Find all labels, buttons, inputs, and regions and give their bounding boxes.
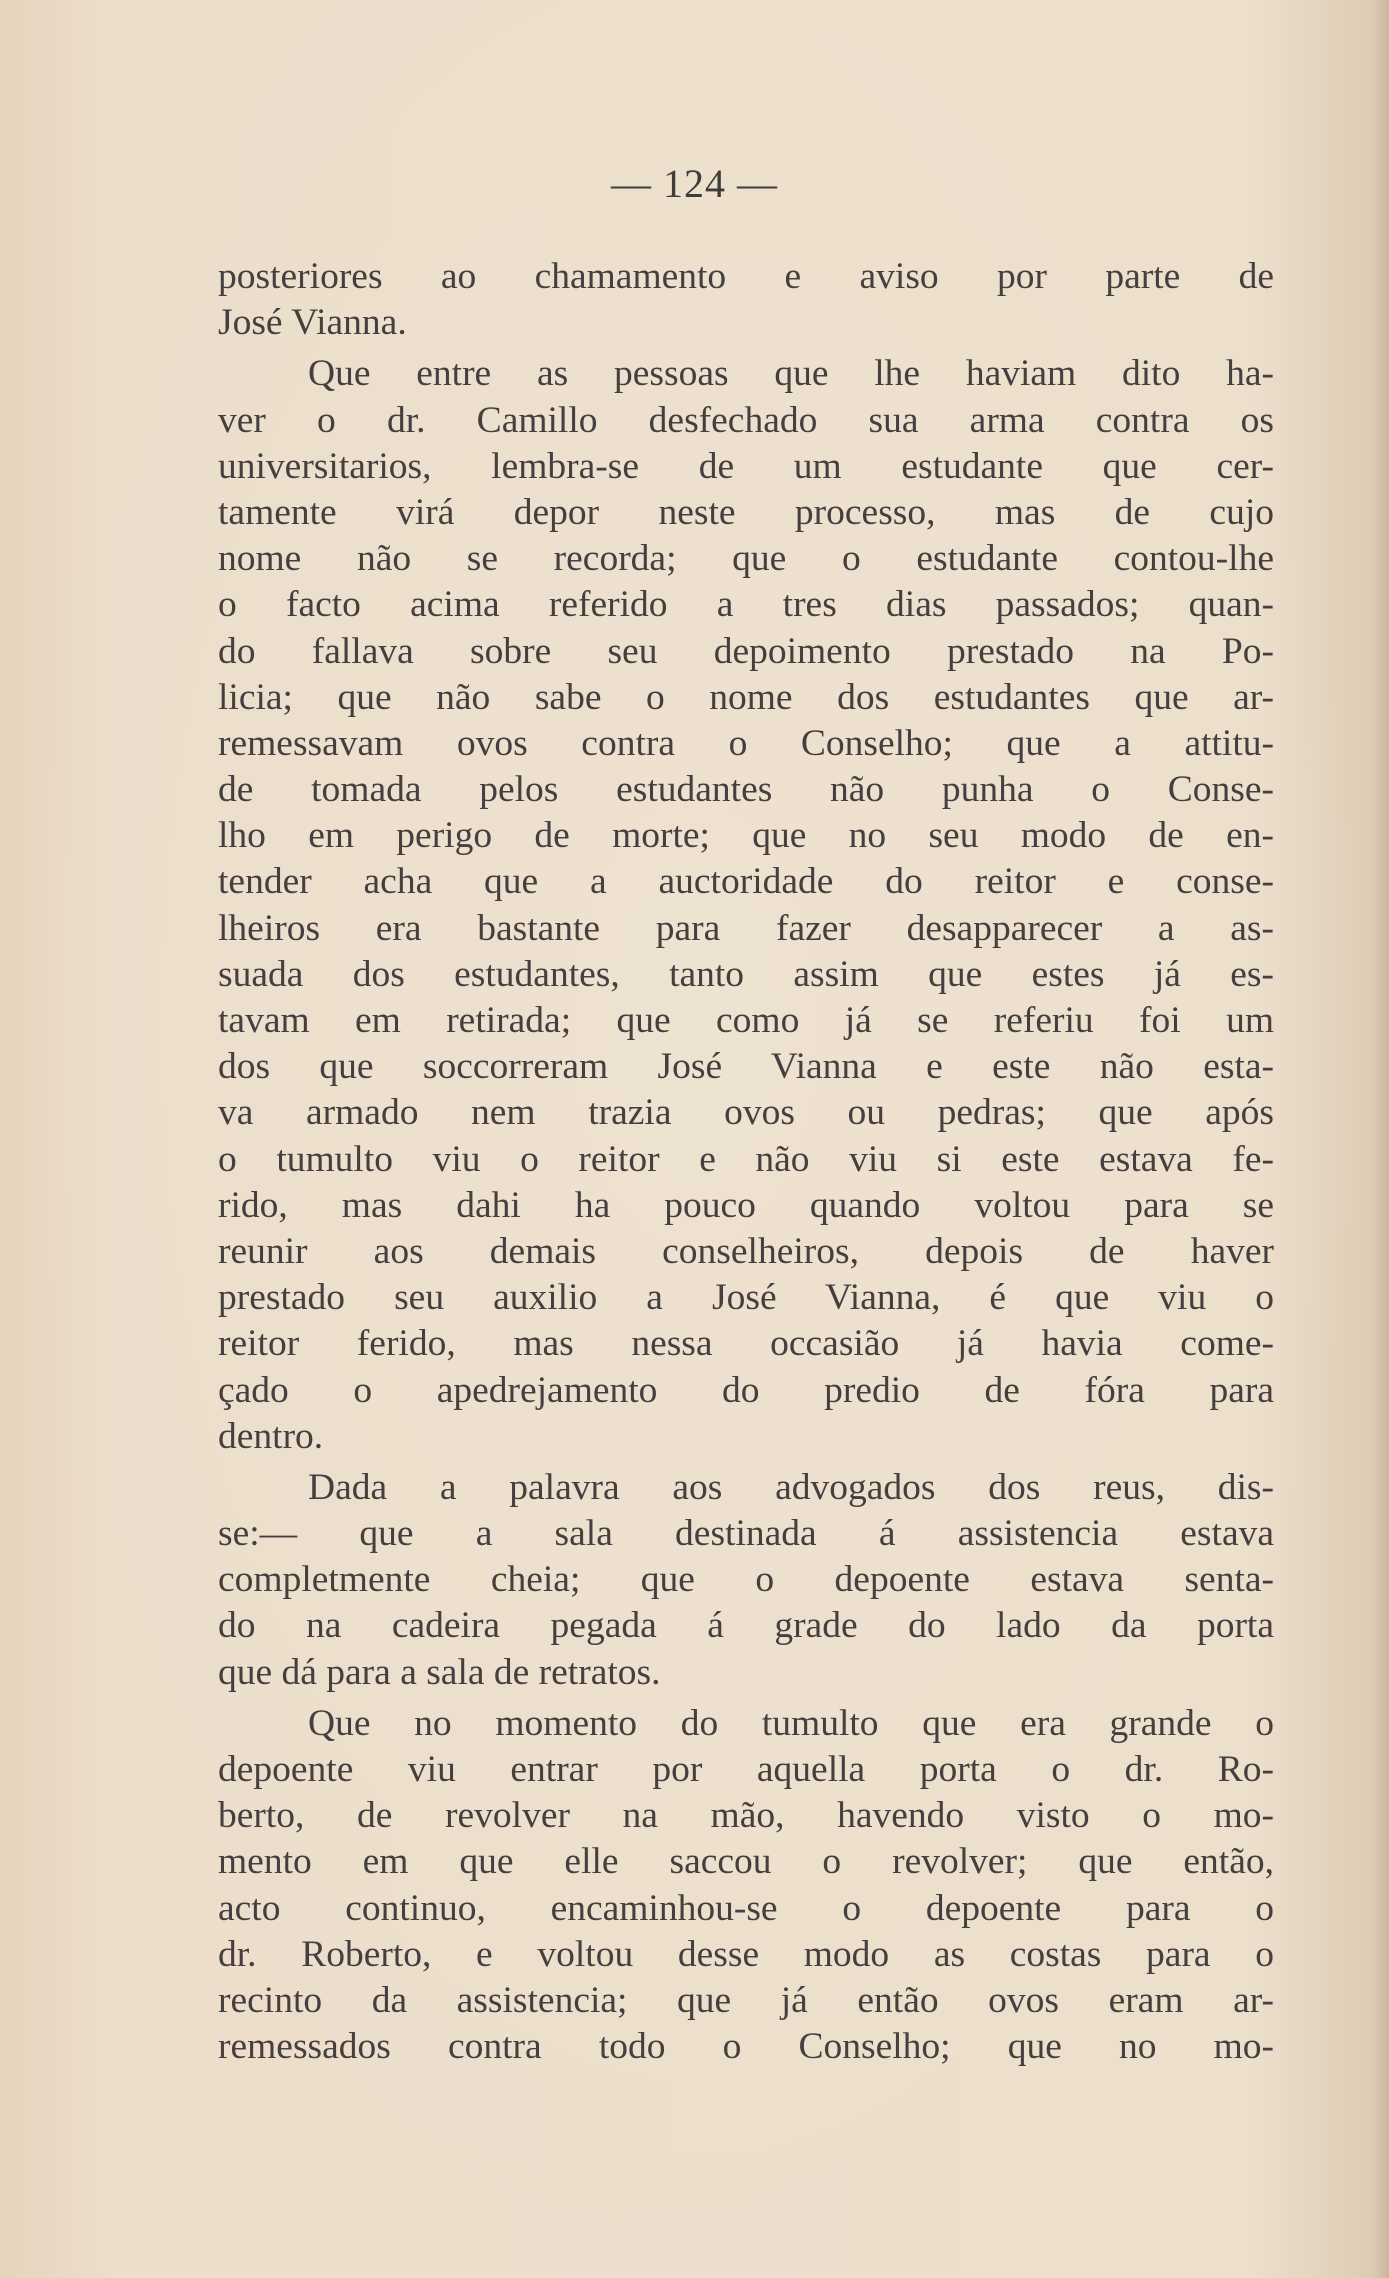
- text-line: remessavam ovos contra o Conselho; que a attitu-: [218, 722, 1274, 764]
- text-line: acto continuo, encaminhou-se o depoente para o: [218, 1887, 1274, 1929]
- text-line: reunir aos demais conselheiros, depois de haver: [218, 1230, 1274, 1272]
- text-line: tavam em retirada; que como já se referiu foi um: [218, 1000, 1274, 1041]
- text-line: tamente virá depor neste processo, mas de cujo: [218, 491, 1274, 533]
- text-line: dos que soccorreram José Vianna e este não esta-: [218, 1046, 1274, 1088]
- text-line: çado o apedrejamento do predio de fóra para: [218, 1369, 1274, 1411]
- paragraph: [218, 351, 1274, 1460]
- text-line: se:— que a sala destinada á assistencia estava: [218, 1513, 1274, 1555]
- text-line: recinto da assistencia; que já então ovos eram ar-: [218, 1979, 1274, 2021]
- text-line: de tomada pelos estudantes não punha o Conse-: [218, 769, 1274, 811]
- text-line: Dada a palavra aos advogados dos reus, dis-: [308, 1466, 1274, 1508]
- text-line: Que entre as pessoas que lhe haviam dito ha-: [308, 353, 1274, 395]
- paragraph: [218, 254, 1274, 346]
- text-line: universitarios, lembra-se de um estudante que cer-: [218, 445, 1274, 487]
- text-line: do na cadeira pegada á grade do lado da porta: [218, 1605, 1274, 1647]
- text-line: o facto acima referido a tres dias passados; quan-: [218, 584, 1274, 626]
- text-line: ver o dr. Camillo desfechado sua arma contra os: [218, 399, 1274, 441]
- page-number: — 124 —: [611, 161, 778, 206]
- text-line: dentro.: [218, 1415, 324, 1457]
- text-line: dr. Roberto, e voltou desse modo as costas para o: [218, 1933, 1274, 1975]
- text-line: berto, de revolver na mão, havendo visto o mo-: [218, 1795, 1274, 1837]
- text-line: suada dos estudantes, tanto assim que estes já es-: [218, 953, 1274, 995]
- text-line: do fallava sobre seu depoimento prestado na Po-: [218, 630, 1274, 672]
- text-line: lho em perigo de morte; que no seu modo de en-: [218, 815, 1274, 857]
- text-line: rido, mas dahi ha pouco quando voltou para se: [218, 1184, 1274, 1226]
- text-line: prestado seu auxilio a José Vianna, é que viu o: [218, 1277, 1274, 1319]
- text-line: posteriores ao chamamento e aviso por parte de: [218, 256, 1274, 297]
- text-line: lheiros era bastante para fazer desapparecer a as-: [218, 907, 1274, 949]
- text-line: reitor ferido, mas nessa occasião já havia come-: [218, 1323, 1274, 1365]
- text-line: completmente cheia; que o depoente estava senta-: [218, 1559, 1274, 1601]
- text-line: o tumulto viu o reitor e não viu si este estava fe-: [218, 1138, 1274, 1180]
- paragraph: [218, 1465, 1274, 1696]
- text-line: tender acha que a auctoridade do reitor e conse-: [218, 861, 1274, 903]
- text-line: depoente viu entrar por aquella porta o dr. Ro-: [218, 1749, 1274, 1790]
- text-line: mento em que elle saccou o revolver; que então,: [218, 1841, 1274, 1883]
- text-line: José Vianna.: [218, 302, 407, 344]
- paragraph: [218, 1701, 1274, 2071]
- text-line: nome não se recorda; que o estudante contou-lhe: [218, 538, 1274, 580]
- text-line: Que no momento do tumulto que era grande o: [308, 1702, 1274, 1744]
- body-text: [218, 254, 1274, 2070]
- text-line: remessados contra todo o Conselho; que no mo-: [218, 2026, 1274, 2068]
- text-line: licia; que não sabe o nome dos estudantes que ar-: [218, 676, 1274, 718]
- text-line: va armado nem trazia ovos ou pedras; que após: [218, 1092, 1274, 1134]
- text-line: que dá para a sala de retratos.: [218, 1651, 661, 1693]
- page-edge-shadow: [1371, 0, 1389, 2278]
